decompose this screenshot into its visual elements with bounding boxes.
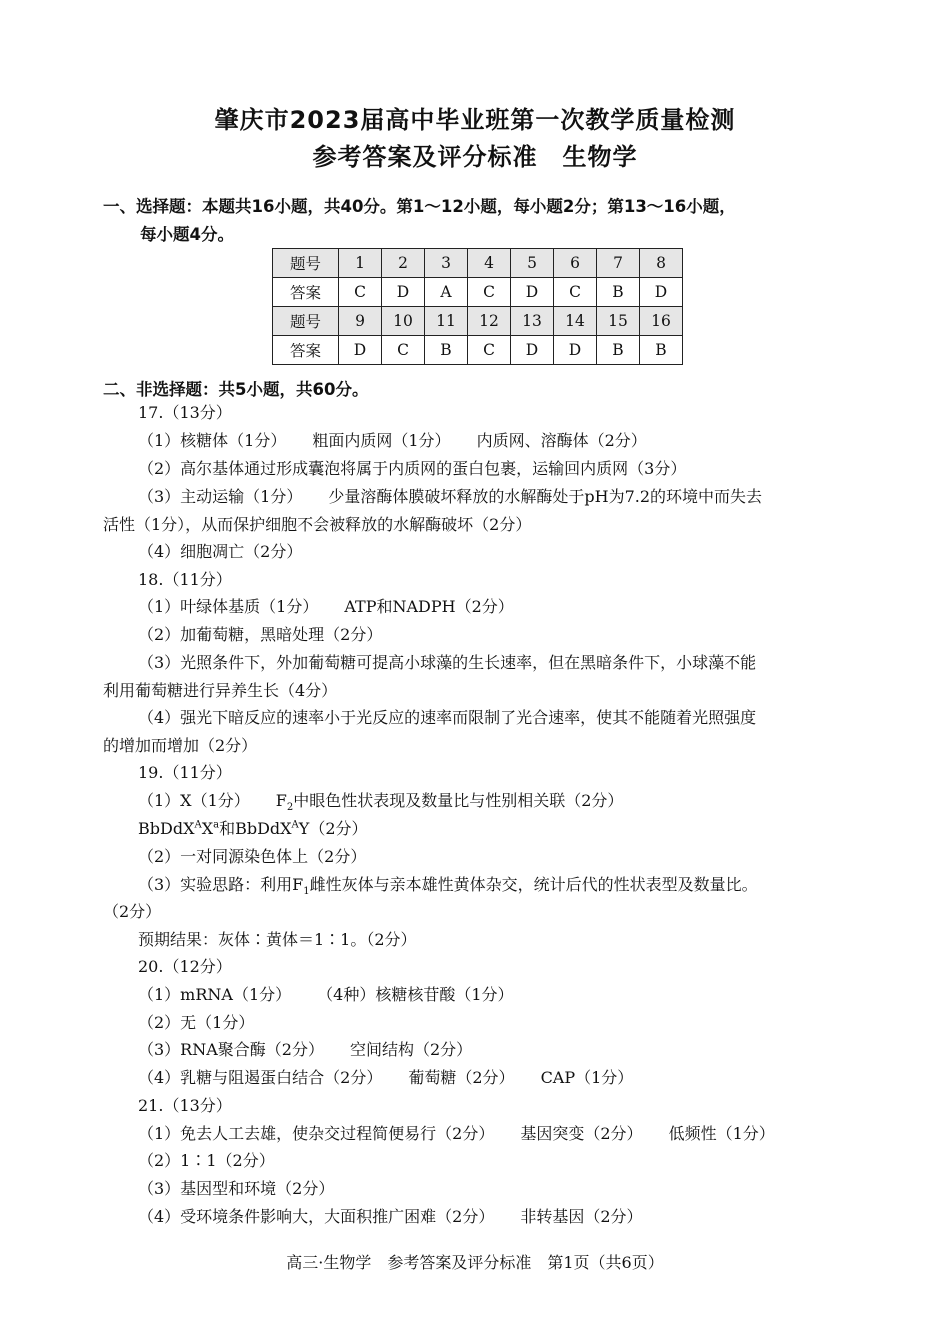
table-row	[273, 307, 683, 336]
table-cell: 题号	[273, 307, 339, 336]
q21-answer-2: （2）1∶1（2分）	[138, 1151, 275, 1170]
table-cell: B	[597, 336, 640, 365]
page-title: 肇庆市2023届高中毕业班第一次教学质量检测	[214, 106, 736, 134]
q21-answer-1	[138, 1124, 775, 1144]
q17-answer-4: （4）细胞凋亡（2分）	[138, 542, 303, 561]
table-cell: C	[339, 278, 382, 307]
answer-part: ATP和NADPH（2分）	[344, 597, 514, 616]
q19-answer-1	[138, 791, 624, 814]
section1-heading: 一、选择题：本题共16小题，共40分。第1～12小题，每小题2分；第13～16小题，	[103, 197, 736, 216]
table-cell: C	[382, 336, 425, 365]
answer-part: （3）RNA聚合酶（2分）	[138, 1040, 324, 1059]
genotype: BbDdX	[138, 819, 195, 838]
answer-part: （1）mRNA（1分）	[138, 985, 292, 1004]
table-cell: 4	[468, 249, 511, 278]
answer-part: （4）受环境条件影响大，大面积推广困难（2分）	[138, 1207, 495, 1226]
table-cell: 13	[511, 307, 554, 336]
q18-answer-4: （4）强光下暗反应的速率小于光反应的速率而限制了光合速率，使其不能随着光照强度	[138, 708, 757, 727]
answer-part: （4种）核糖核苷酸（1分）	[317, 985, 514, 1004]
answer-part: 基因突变（2分）	[520, 1124, 643, 1143]
q21-answer-4	[138, 1207, 643, 1227]
superscript: A	[194, 819, 202, 831]
answer-part: 非转基因（2分）	[520, 1207, 643, 1226]
table-cell: D	[511, 278, 554, 307]
answer-part: （1）核糖体（1分）	[138, 431, 287, 450]
table-cell: 5	[511, 249, 554, 278]
q19-result: 预期结果：灰体∶黄体＝1∶1。（2分）	[138, 930, 417, 949]
table-cell: 12	[468, 307, 511, 336]
answer-part: CAP（1分）	[540, 1068, 634, 1087]
table-cell: 16	[640, 307, 683, 336]
table-cell: 15	[597, 307, 640, 336]
table-cell: B	[640, 336, 683, 365]
page-footer: 高三·生物学 参考答案及评分标准 第1页（共6页）	[286, 1253, 664, 1272]
section1-heading-cont: 每小题4分。	[140, 225, 234, 244]
q18-answer-2: （2）加葡萄糖，黑暗处理（2分）	[138, 625, 383, 644]
q19-heading: 19.（11分）	[138, 763, 232, 782]
q18-heading: 18.（11分）	[138, 570, 232, 589]
subscript: 1	[303, 886, 310, 898]
q20-answer-2: （2）无（1分）	[138, 1013, 255, 1032]
section2-heading: 二、非选择题：共5小题，共60分。	[103, 380, 369, 399]
q19-answer-3-cont: （2分）	[103, 902, 162, 921]
q18-answer-4-cont: 的增加而增加（2分）	[103, 736, 258, 755]
q20-answer-4	[138, 1068, 633, 1088]
table-cell: 1	[339, 249, 382, 278]
q21-answer-3: （3）基因型和环境（2分）	[138, 1179, 335, 1198]
table-cell: 9	[339, 307, 382, 336]
superscript: a	[213, 819, 220, 831]
table-cell: 14	[554, 307, 597, 336]
q17-answer-3-cont: 活性（1分），从而保护细胞不会被释放的水解酶破坏（2分）	[103, 515, 532, 534]
q19-answer-3	[138, 875, 758, 898]
table-cell: 答案	[273, 336, 339, 365]
answer-part: 粗面内质网（1分）	[312, 431, 451, 450]
answer-part: 少量溶酶体膜破坏释放的水解酶处于pH为7.2的环境中而失去	[328, 487, 763, 506]
answer-part: （4）乳糖与阻遏蛋白结合（2分）	[138, 1068, 383, 1087]
table-cell: 答案	[273, 278, 339, 307]
table-cell: A	[425, 278, 468, 307]
superscript: A	[291, 819, 299, 831]
q20-answer-3	[138, 1040, 472, 1060]
q18-answer-3: （3）光照条件下，外加葡萄糖可提高小球藻的生长速率，但在黑暗条件下，小球藻不能	[138, 653, 757, 672]
table-cell: C	[468, 336, 511, 365]
table-cell: D	[554, 336, 597, 365]
q18-answer-3-cont: 利用葡萄糖进行异养生长（4分）	[103, 681, 338, 700]
table-cell: 11	[425, 307, 468, 336]
table-cell: 8	[640, 249, 683, 278]
table-cell: C	[554, 278, 597, 307]
table-cell: D	[511, 336, 554, 365]
table-cell: 6	[554, 249, 597, 278]
table-cell: 2	[382, 249, 425, 278]
table-cell: D	[382, 278, 425, 307]
answer-part: （1）X（1分）	[138, 791, 250, 810]
answer-part: F	[275, 791, 287, 810]
answer-part: 内质网、溶酶体（2分）	[476, 431, 647, 450]
table-cell: B	[597, 278, 640, 307]
table-cell: 7	[597, 249, 640, 278]
genotype: X	[201, 819, 214, 838]
subscript: 2	[286, 802, 294, 814]
answer-part: 葡萄糖（2分）	[408, 1068, 515, 1087]
table-cell: B	[425, 336, 468, 365]
q17-answer-3	[138, 487, 762, 507]
table-cell: C	[468, 278, 511, 307]
answer-part: （1）免去人工去雄，使杂交过程简便易行（2分）	[138, 1124, 495, 1143]
genotype: Y（2分）	[298, 819, 368, 838]
answer-table	[272, 248, 683, 365]
table-row	[273, 249, 683, 278]
q20-heading: 20.（12分）	[138, 957, 232, 976]
q17-answer-1	[138, 431, 647, 451]
table-cell: D	[339, 336, 382, 365]
q18-answer-1	[138, 597, 514, 617]
q17-answer-2: （2）高尔基体通过形成囊泡将属于内质网的蛋白包裹，运输回内质网（3分）	[138, 459, 687, 478]
q19-answer-2: （2）一对同源染色体上（2分）	[138, 847, 367, 866]
answer-part: 雌性灰体与亲本雄性黄体杂交，统计后代的性状表型及数量比。	[309, 875, 758, 894]
q17-heading: 17.（13分）	[138, 403, 232, 422]
table-row	[273, 278, 683, 307]
answer-part: （3）实验思路：利用F	[138, 875, 304, 894]
table-row	[273, 336, 683, 365]
q21-heading: 21.（13分）	[138, 1096, 232, 1115]
table-cell: 3	[425, 249, 468, 278]
table-cell: 题号	[273, 249, 339, 278]
answer-part: （3）主动运输（1分）	[138, 487, 303, 506]
table-cell: D	[640, 278, 683, 307]
answer-part: 中眼色性状表现及数量比与性别相关联（2分）	[293, 791, 624, 810]
answer-part: （1）叶绿体基质（1分）	[138, 597, 319, 616]
genotype: 和BbDdX	[219, 819, 292, 838]
q20-answer-1	[138, 985, 514, 1005]
page-subtitle: 参考答案及评分标准 生物学	[312, 143, 638, 171]
answer-part: 空间结构（2分）	[349, 1040, 473, 1059]
q19-genotypes	[138, 819, 368, 839]
answer-part: 低频性（1分）	[668, 1124, 775, 1143]
table-cell: 10	[382, 307, 425, 336]
